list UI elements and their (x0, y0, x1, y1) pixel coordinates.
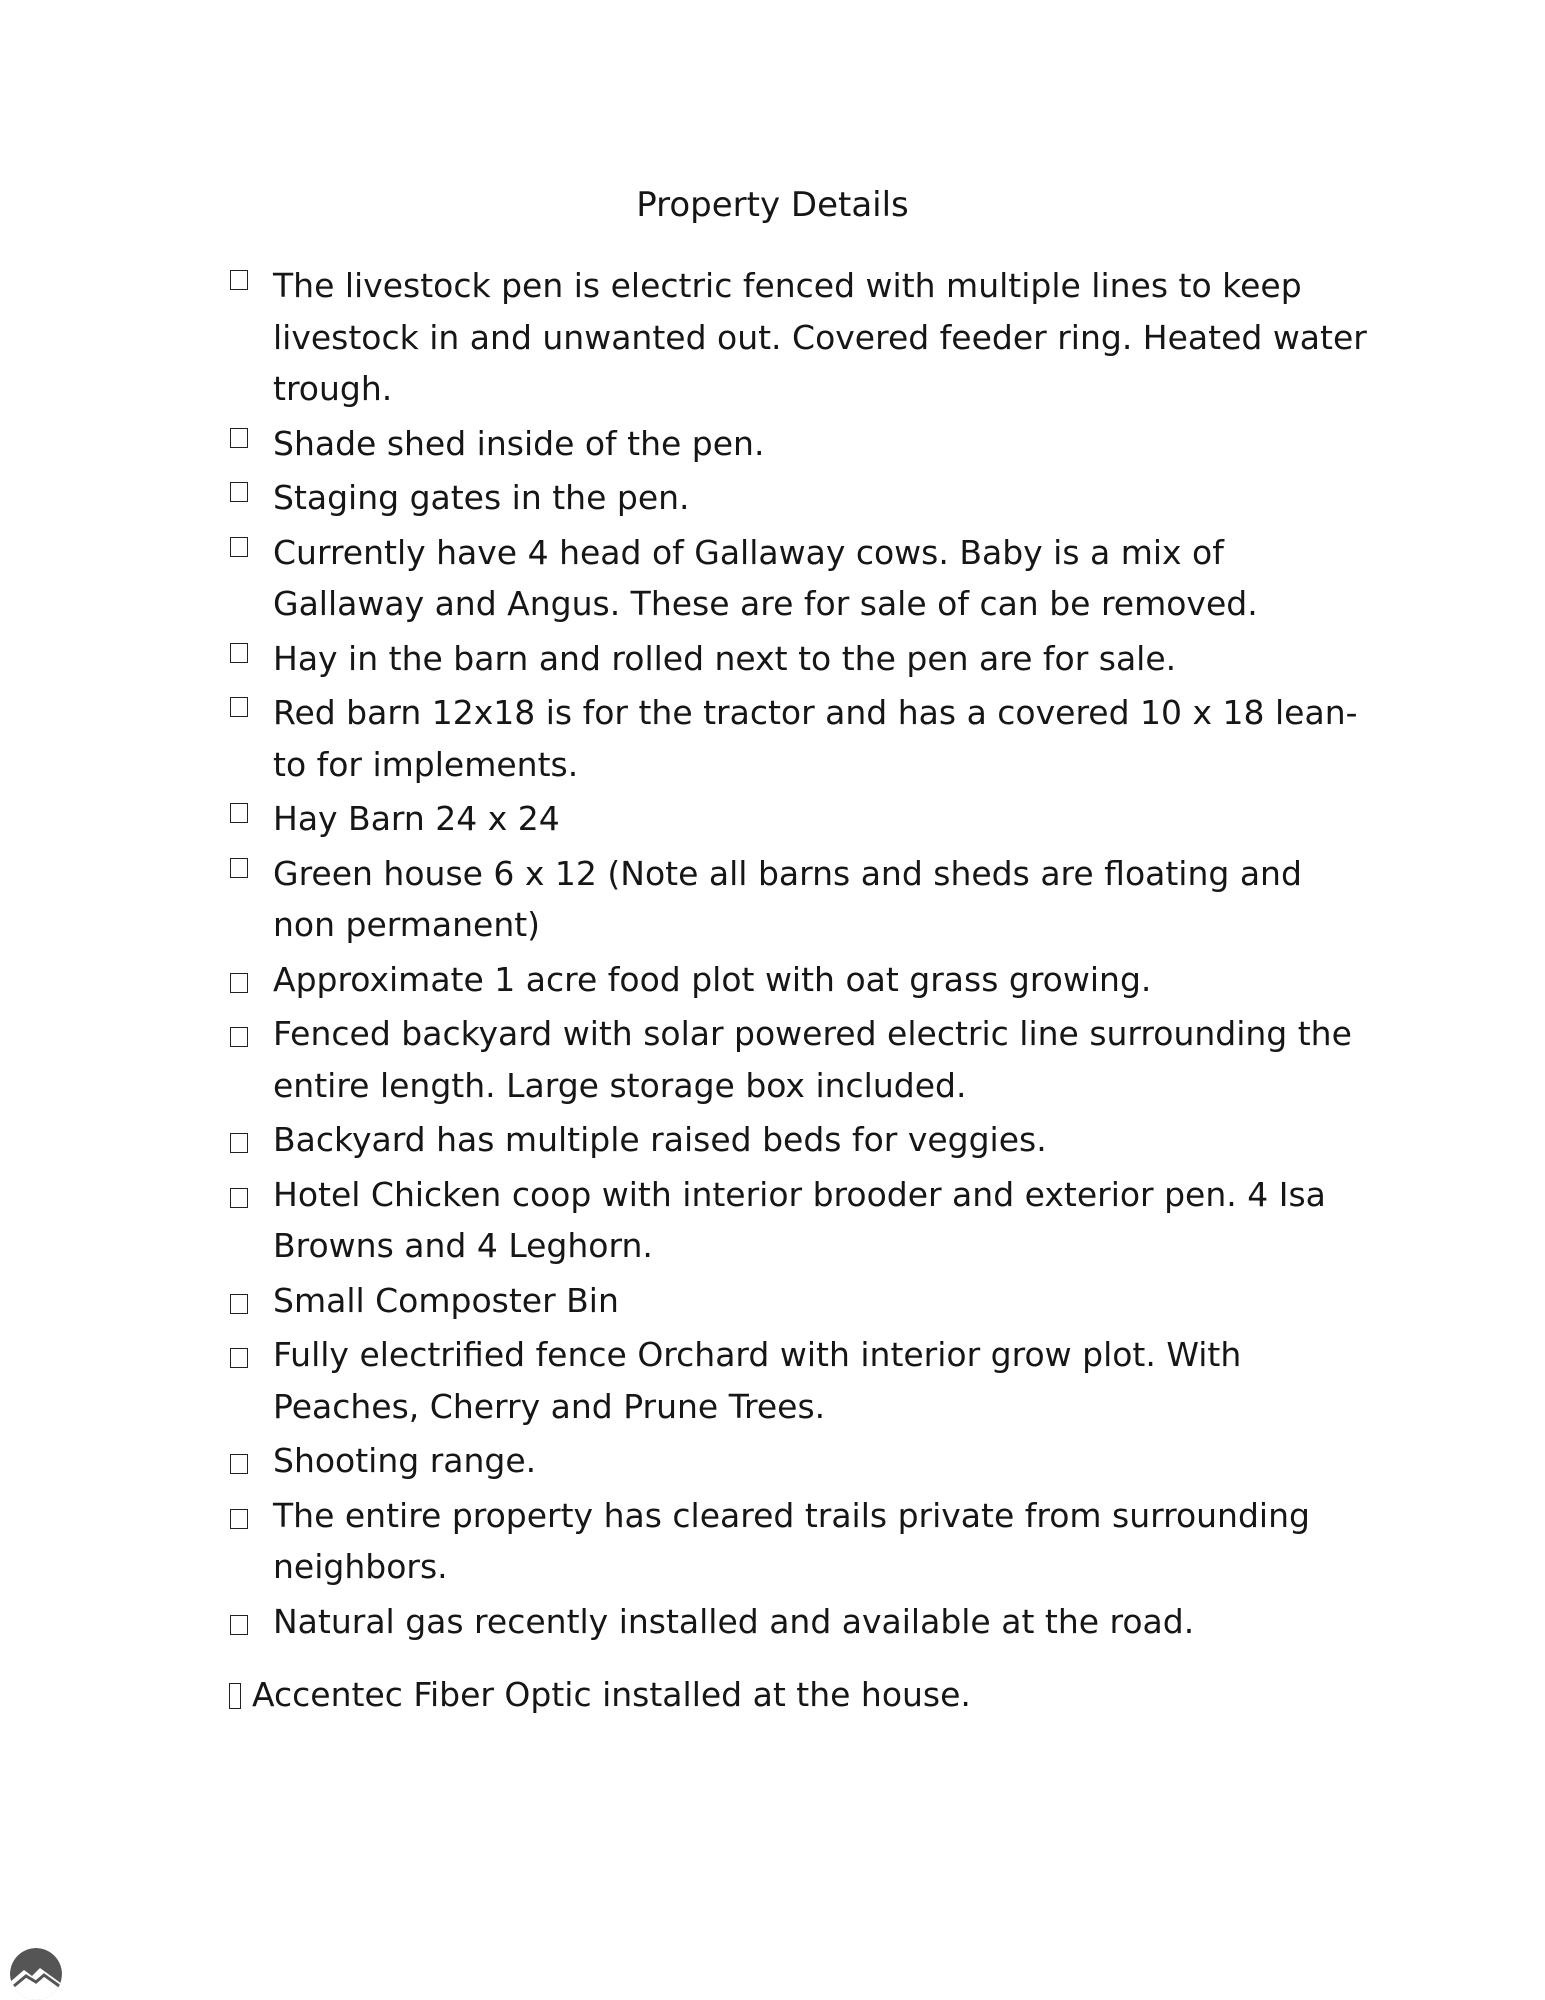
list-item-text: Currently have 4 head of Gallaway cows. Baby is a mix of Gallaway and Angus. These are for sale of can be removed. (273, 532, 1258, 623)
checkbox-icon (230, 1133, 248, 1153)
checkbox-icon (230, 1509, 248, 1529)
list-item-text: Staging gates in the pen. (273, 478, 690, 517)
checkbox-icon (230, 428, 248, 448)
list-item-last (229, 1669, 1369, 1721)
mountain-logo-icon (10, 1948, 62, 2000)
list-item-text: Hay in the barn and rolled next to the pen are for sale. (273, 638, 1177, 678)
list-item-text: Shooting range. (273, 1441, 537, 1480)
list-item (229, 1435, 1369, 1487)
list-item-text: The livestock pen is electric fenced with multiple lines to keep livestock in and unwanted out. Covered feeder ring. Heated water trough. (273, 266, 1367, 408)
checkbox-icon (229, 1683, 241, 1709)
checkbox-icon (230, 1188, 248, 1208)
list-item (229, 527, 1369, 630)
list-item (229, 954, 1369, 1006)
checkbox-icon (230, 697, 248, 717)
list-item (229, 1008, 1369, 1111)
list-item (229, 1275, 1369, 1327)
checkbox-icon (230, 1027, 248, 1047)
list-item-text: Red barn 12x18 is for the tractor and has a covered 10 x 18 lean-to for implements. (273, 693, 1358, 784)
list-item-text: Hay Barn 24 x 24 (273, 799, 560, 838)
property-details-list (229, 260, 1369, 1724)
checkbox-icon (230, 270, 248, 290)
list-item (229, 1114, 1369, 1166)
list-item (229, 633, 1369, 685)
list-item-text: Fully electrified fence Orchard with interior grow plot. With Peaches, Cherry and Prune Trees. (273, 1335, 1242, 1426)
checkbox-icon (230, 1454, 248, 1474)
list-item (229, 418, 1369, 470)
list-item (229, 848, 1369, 951)
checkbox-icon (230, 1348, 248, 1368)
list-item-text: Hotel Chicken coop with interior brooder and exterior pen. 4 Isa Browns and 4 Leghorn. (273, 1174, 1326, 1265)
checkbox-icon (230, 643, 248, 663)
list-item (229, 1169, 1369, 1272)
checkbox-icon (230, 858, 248, 878)
page-title: Property Details (636, 185, 909, 225)
list-item-text: Approximate 1 acre food plot with oat grass growing. (273, 959, 1152, 999)
list-item-text: Backyard has multiple raised beds for veggies. (273, 1120, 1047, 1159)
checkbox-icon (230, 803, 248, 823)
list-item-text: Accentec Fiber Optic installed at the house. (252, 1675, 971, 1714)
list-item-text: Shade shed inside of the pen. (273, 423, 765, 463)
checkbox-icon (230, 973, 248, 993)
list-item-text: Fenced backyard with solar powered electric line surrounding the entire length. Large storage box included. (273, 1014, 1352, 1105)
checkbox-icon (230, 1615, 248, 1635)
list-item (229, 793, 1369, 845)
checkbox-icon (230, 1294, 248, 1314)
list-item (229, 687, 1369, 790)
list-item (229, 1596, 1369, 1648)
list-item-text: The entire property has cleared trails private from surrounding neighbors. (273, 1495, 1310, 1586)
list-item-text: Natural gas recently installed and available at the road. (273, 1601, 1195, 1641)
list-item (229, 1329, 1369, 1432)
list-item (229, 472, 1369, 524)
list-item-text: Green house 6 x 12 (Note all barns and sheds are floating and non permanent) (273, 853, 1302, 944)
list-item (229, 260, 1369, 415)
checkbox-icon (230, 537, 248, 557)
checkbox-icon (230, 482, 248, 502)
list-item (229, 1490, 1369, 1593)
list-item-text: Small Composter Bin (273, 1280, 619, 1320)
